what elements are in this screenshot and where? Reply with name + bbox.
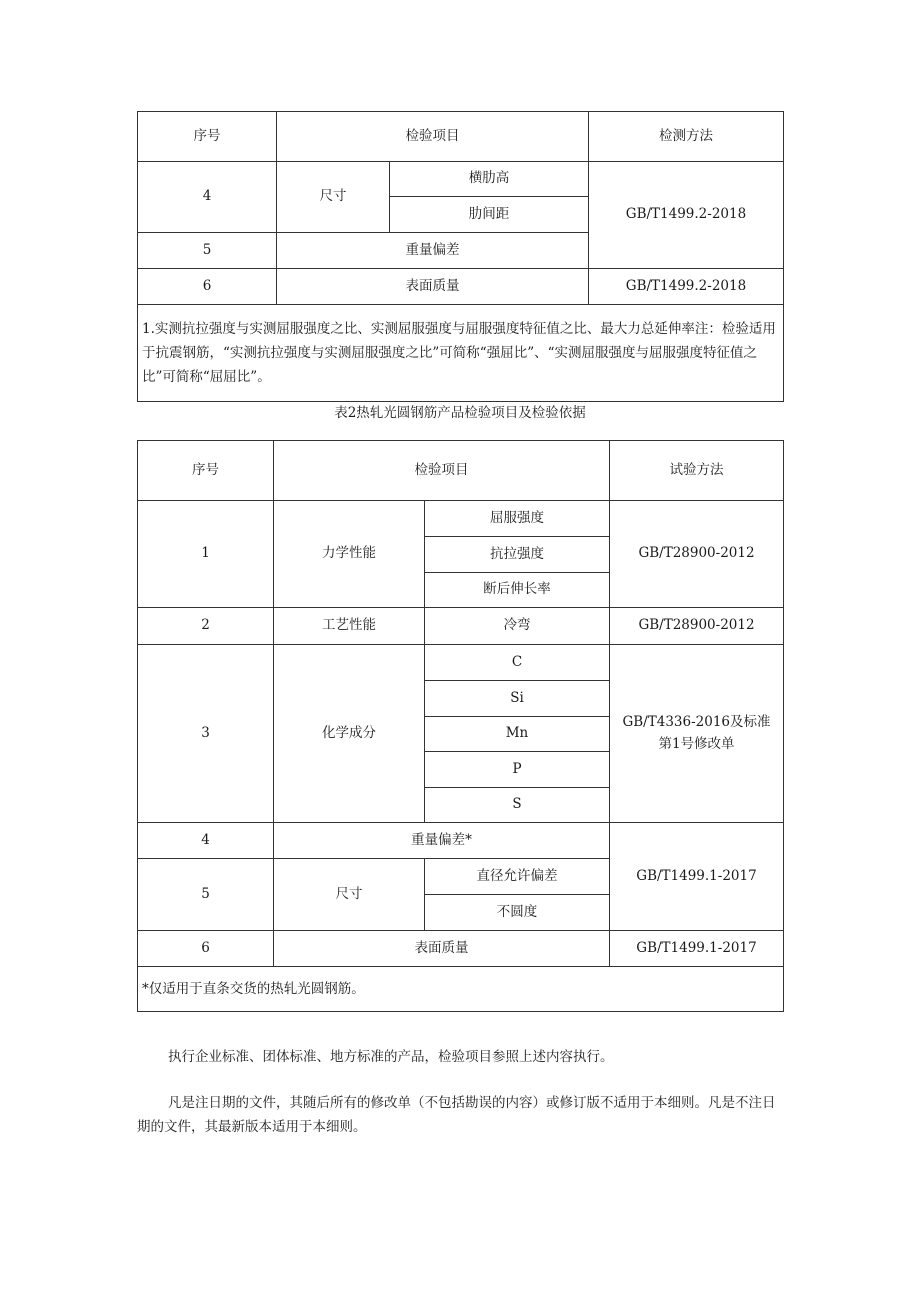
row-method: GB/T1499.2-2018 <box>589 162 784 269</box>
row-subitem: 直径允许偏差 <box>425 859 610 895</box>
row-category: 工艺性能 <box>274 608 425 645</box>
row-subitem: 横肋高 <box>390 162 589 197</box>
row-method: GB/T28900-2012 <box>610 608 784 645</box>
table-header-row <box>138 441 784 501</box>
row-category: 尺寸 <box>277 162 390 233</box>
paragraph-standards: 执行企业标准、团体标准、地方标准的产品，检验项目参照上述内容执行。 <box>168 1049 614 1065</box>
row-subitem: 抗拉强度 <box>425 537 610 573</box>
row-subitem: C <box>425 645 610 681</box>
row-no: 5 <box>138 233 277 269</box>
row-no: 1 <box>138 501 274 608</box>
row-no: 4 <box>138 162 277 233</box>
row-subitem: P <box>425 752 610 788</box>
inspection-table-1 <box>137 111 784 402</box>
table-row <box>138 162 784 197</box>
table-note: *仅适用于直条交货的热轧光圆钢筋。 <box>138 967 784 1012</box>
row-no: 4 <box>138 823 274 859</box>
table-note-row <box>138 305 784 402</box>
row-item: 重量偏差 <box>277 233 589 269</box>
table-row <box>138 645 784 681</box>
row-subitem: 屈服强度 <box>425 501 610 537</box>
row-method: GB/T1499.1-2017 <box>610 823 784 931</box>
header-item: 检验项目 <box>277 112 589 162</box>
table-note: 1.实测抗拉强度与实测屈服强度之比、实测屈服强度与屈服强度特征值之比、最大力总延伸率注：检验适用于抗震钢筋，“实测抗拉强度与实测屈服强度之比”可简称“强屈比”、“实测屈服强度与屈服强度特征值之比”可简称“屈屈比”。 <box>138 305 784 402</box>
row-category: 尺寸 <box>274 859 425 931</box>
row-no: 6 <box>138 931 274 967</box>
row-method: GB/T28900-2012 <box>610 501 784 608</box>
row-method: GB/T4336-2016及标准第1号修改单 <box>610 645 784 823</box>
header-no: 序号 <box>138 112 277 162</box>
table-row <box>138 931 784 967</box>
row-category: 化学成分 <box>274 645 425 823</box>
table-row <box>138 269 784 305</box>
table-header-row <box>138 112 784 162</box>
row-method: GB/T1499.1-2017 <box>610 931 784 967</box>
row-subitem: 冷弯 <box>425 608 610 645</box>
table-row <box>138 501 784 537</box>
row-no: 2 <box>138 608 274 645</box>
table-note-row <box>138 967 784 1012</box>
header-method: 试验方法 <box>610 441 784 501</box>
row-subitem: Mn <box>425 717 610 752</box>
row-subitem: S <box>425 788 610 823</box>
row-no: 3 <box>138 645 274 823</box>
table-row <box>138 608 784 645</box>
header-no: 序号 <box>138 441 274 501</box>
row-subitem: 肋间距 <box>390 197 589 233</box>
row-item: 重量偏差* <box>274 823 610 859</box>
paragraph-dated-references: 凡是注日期的文件，其随后所有的修改单（不包括勘误的内容）或修订版不适用于本细则。凡是不注日期的文件，其最新版本适用于本细则。 <box>137 1095 776 1135</box>
row-item: 表面质量 <box>274 931 610 967</box>
inspection-table-2 <box>137 440 784 1012</box>
row-item: 表面质量 <box>277 269 589 305</box>
row-category: 力学性能 <box>274 501 425 608</box>
table-2-caption: 表2热轧光圆钢筋产品检验项目及检验依据 <box>334 405 586 421</box>
row-subitem: Si <box>425 681 610 717</box>
table-row <box>138 823 784 859</box>
row-no: 5 <box>138 859 274 931</box>
header-method: 检测方法 <box>589 112 784 162</box>
row-no: 6 <box>138 269 277 305</box>
header-item: 检验项目 <box>274 441 610 501</box>
row-method: GB/T1499.2-2018 <box>589 269 784 305</box>
row-subitem: 不圆度 <box>425 895 610 931</box>
row-subitem: 断后伸长率 <box>425 573 610 608</box>
